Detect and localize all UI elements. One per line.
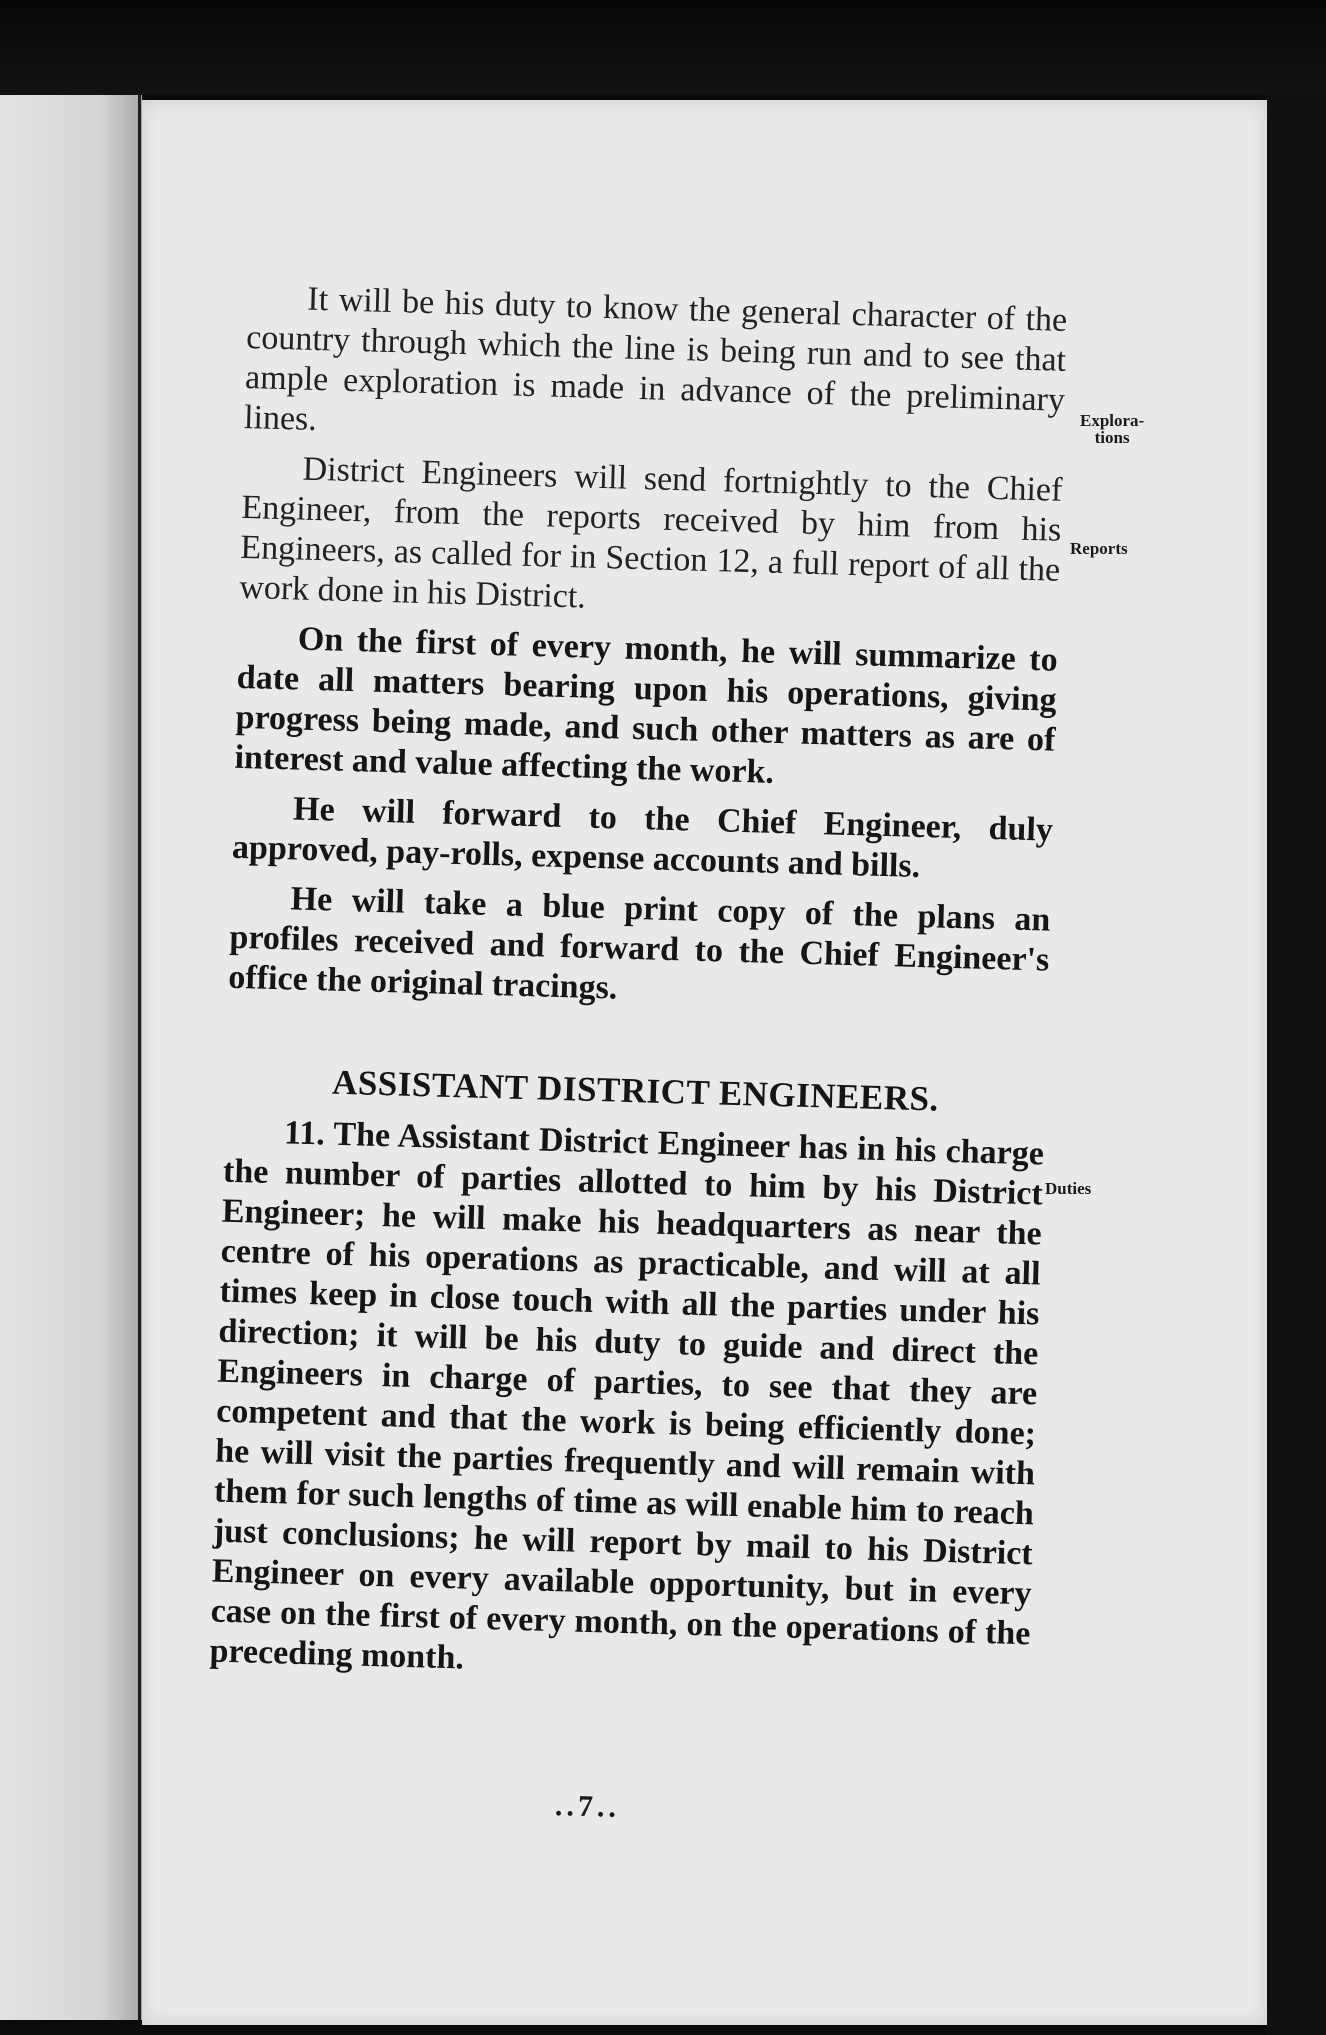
paragraph-payrolls: He will forward to the Chief Engineer, duly approved, pay-rolls, expense accounts and bills. xyxy=(231,790,1054,885)
paragraph-reports: District Engineers will send fortnightly to the Chief Engineer, from the reports received by him from his Engineers, as called for in Section 12, a full report of all the work done in his District. xyxy=(238,450,1063,616)
margin-note-explorations: Explora- tions xyxy=(1080,411,1145,447)
section-heading: ASSISTANT DISTRICT ENGINEERS. xyxy=(331,1062,940,1119)
binding-gutter xyxy=(138,95,141,2020)
facing-page-edge xyxy=(0,95,142,2020)
paragraph-blue-print: He will take a blue print copy of the plans an profiles received and forward to the Chief Engineer's office the original tracings. xyxy=(227,880,1051,1007)
margin-note-duties: Duties xyxy=(1045,1179,1092,1198)
paragraph-duties: 11. The Assistant District Engineer has in his charge the number of parties allotted to him by his District Engineer; he will make his headquarters as near the centre of his operations as practicable, and will at all times keep in close touch with all the parties under his direction; it will be his duty to guide and direct the Engineers in charge of parties, to see that they are competent and that the work is being efficiently done; he will visit the parties frequently and will remain with them for such lengths of time as will enable him to reach just conclusions; he will report by mail to his District Engineer on every available opportunity, but in every case on the first of every month, on the operations of the preceding month. xyxy=(209,1114,1045,1677)
margin-note-reports: Reports xyxy=(1070,539,1128,558)
page-body xyxy=(209,278,1068,1704)
scan-border-right xyxy=(1267,95,1326,2035)
page-number: ..7.. xyxy=(554,1789,621,1824)
scan-border-top xyxy=(0,0,1326,95)
paragraph-monthly-summary: On the first of every month, he will summarize to date all matters bearing upon his operations, giving progress being made, and such other matters as are of interest and value affecting the work. xyxy=(234,620,1059,791)
paragraph-exploration: It will be his duty to know the general character of the country through which the line is being run and to see that ample exploration is made in advance of the preliminary lines. xyxy=(243,280,1068,438)
